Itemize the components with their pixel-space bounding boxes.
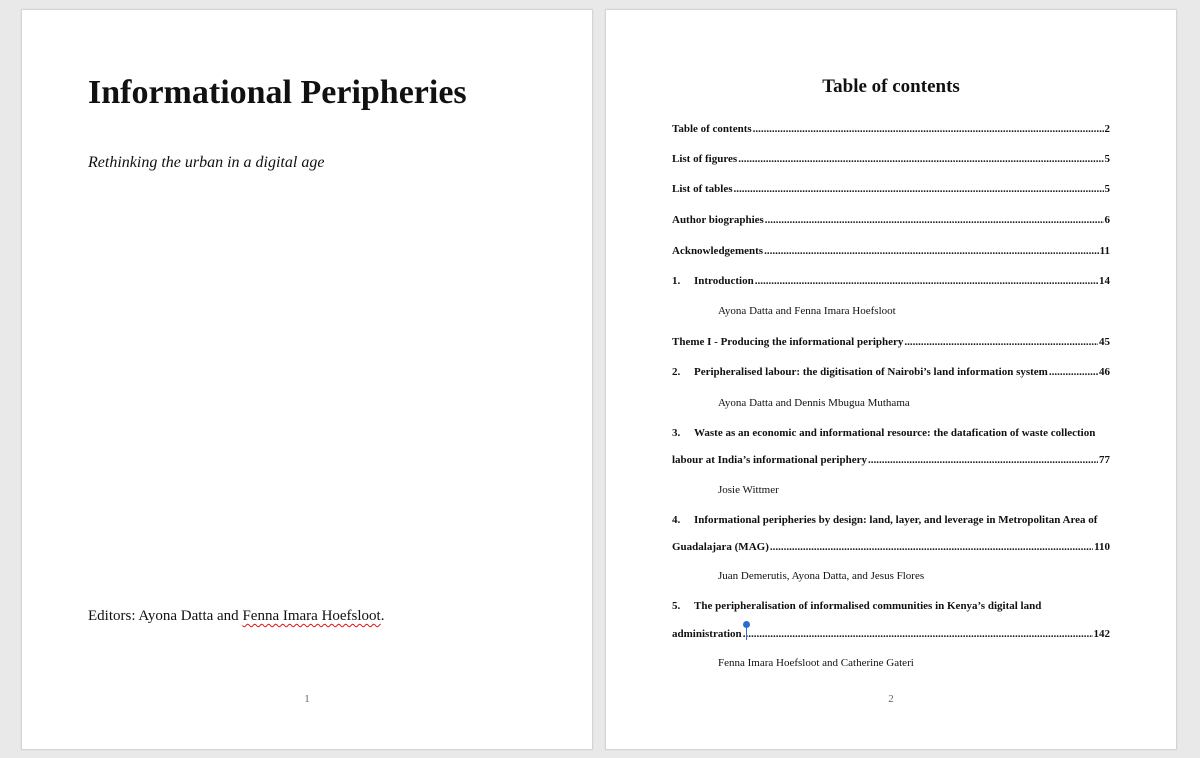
toc-entry-label: labour at India’s informational periphery [672, 454, 867, 466]
document-page-1[interactable] [22, 10, 592, 749]
toc-entry-page: 110 [1094, 541, 1110, 553]
toc-chapter-number: 1. [672, 275, 681, 287]
toc-chapter-number: 5. [672, 600, 681, 612]
editors-line [88, 608, 384, 625]
toc-entry-label: Author biographies [672, 214, 764, 226]
toc-leader-dots [764, 245, 1099, 257]
toc-chapter-title: The peripheralisation of informalised communities in Kenya’s digital land [694, 600, 1042, 612]
toc-entry-chapter-5-line1[interactable] [672, 600, 1041, 612]
toc-entry-table-of-contents[interactable] [672, 123, 1110, 135]
toc-leader-dots [743, 628, 1093, 640]
toc-entry-label: List of figures [672, 153, 738, 165]
toc-leader-dots [765, 214, 1104, 226]
document-title: Informational Peripheries [88, 74, 467, 111]
toc-chapter-number: 4. [672, 514, 681, 526]
toc-entry-page: 11 [1099, 245, 1110, 257]
toc-entry-label [672, 366, 1048, 378]
text-cursor[interactable] [746, 627, 747, 640]
document-page-2[interactable] [606, 10, 1176, 749]
toc-entry-chapter-3[interactable] [672, 454, 1110, 466]
toc-leader-dots [868, 454, 1098, 466]
toc-entry-page: 142 [1093, 628, 1110, 640]
toc-chapter-authors: Fenna Imara Hoefsloot and Catherine Gateri [718, 657, 914, 669]
toc-leader-dots [734, 183, 1104, 195]
toc-entry-list-of-figures[interactable] [672, 153, 1110, 165]
toc-entry-chapter-1[interactable] [672, 275, 1110, 287]
toc-entry-page: 5 [1104, 153, 1110, 165]
toc-entry-label: Acknowledgements [672, 245, 764, 257]
toc-entry-label: Guadalajara (MAG) [672, 541, 769, 553]
toc-heading: Table of contents [822, 76, 960, 97]
toc-entry-page: 2 [1104, 123, 1110, 135]
toc-entry-chapter-3-line1[interactable] [672, 427, 1095, 439]
toc-entry-label: Table of contents [672, 123, 752, 135]
toc-entry-acknowledgements[interactable] [672, 245, 1110, 257]
toc-leader-dots [755, 275, 1098, 287]
toc-chapter-authors: Ayona Datta and Fenna Imara Hoefsloot [718, 305, 896, 317]
toc-entry-label [672, 275, 754, 287]
toc-chapter-title: Introduction [694, 275, 754, 287]
toc-entry-label: Theme I - Producing the informational periphery [672, 336, 904, 348]
document-subtitle: Rethinking the urban in a digital age [88, 154, 325, 171]
toc-entry-theme-1[interactable] [672, 336, 1110, 348]
toc-entry-page: 77 [1099, 454, 1110, 466]
toc-entry-author-biographies[interactable] [672, 214, 1110, 226]
toc-chapter-title: Peripheralised labour: the digitisation of Nairobi’s land information system [694, 366, 1048, 378]
toc-entry-chapter-4-line1[interactable] [672, 514, 1097, 526]
toc-chapter-authors: Ayona Datta and Dennis Mbugua Muthama [718, 397, 910, 409]
spellcheck-flagged-name[interactable]: Fenna Imara Hoefsloot [242, 608, 381, 624]
toc-entry-chapter-2[interactable] [672, 366, 1110, 378]
toc-entry-page: 45 [1099, 336, 1110, 348]
toc-chapter-title: Informational peripheries by design: land, layer, and leverage in Metropolitan Area of [694, 514, 1098, 526]
toc-entry-label: administration [672, 628, 742, 640]
toc-entry-page: 6 [1104, 214, 1110, 226]
toc-leader-dots [1049, 366, 1098, 378]
toc-chapter-title: Waste as an economic and informational resource: the datafication of waste collection [694, 427, 1096, 439]
toc-leader-dots [904, 336, 1098, 348]
toc-entry-chapter-4[interactable] [672, 541, 1110, 553]
toc-entry-page: 5 [1104, 183, 1110, 195]
toc-entry-label: List of tables [672, 183, 733, 195]
toc-entry-page: 46 [1099, 366, 1110, 378]
toc-entry-chapter-5[interactable] [672, 628, 1110, 640]
toc-chapter-number: 2. [672, 366, 681, 378]
page-number: 1 [304, 693, 310, 705]
toc-leader-dots [738, 153, 1103, 165]
toc-chapter-authors: Juan Demerutis, Ayona Datta, and Jesus Flores [718, 570, 925, 582]
editors-prefix: Editors: Ayona Datta and [88, 608, 243, 624]
toc-leader-dots [770, 541, 1093, 553]
toc-entry-page: 14 [1099, 275, 1110, 287]
editors-suffix: . [380, 608, 385, 624]
toc-chapter-number: 3. [672, 427, 681, 439]
toc-entry-list-of-tables[interactable] [672, 183, 1110, 195]
page-number: 2 [888, 693, 894, 705]
toc-chapter-authors: Josie Wittmer [718, 484, 779, 496]
toc-leader-dots [753, 123, 1104, 135]
